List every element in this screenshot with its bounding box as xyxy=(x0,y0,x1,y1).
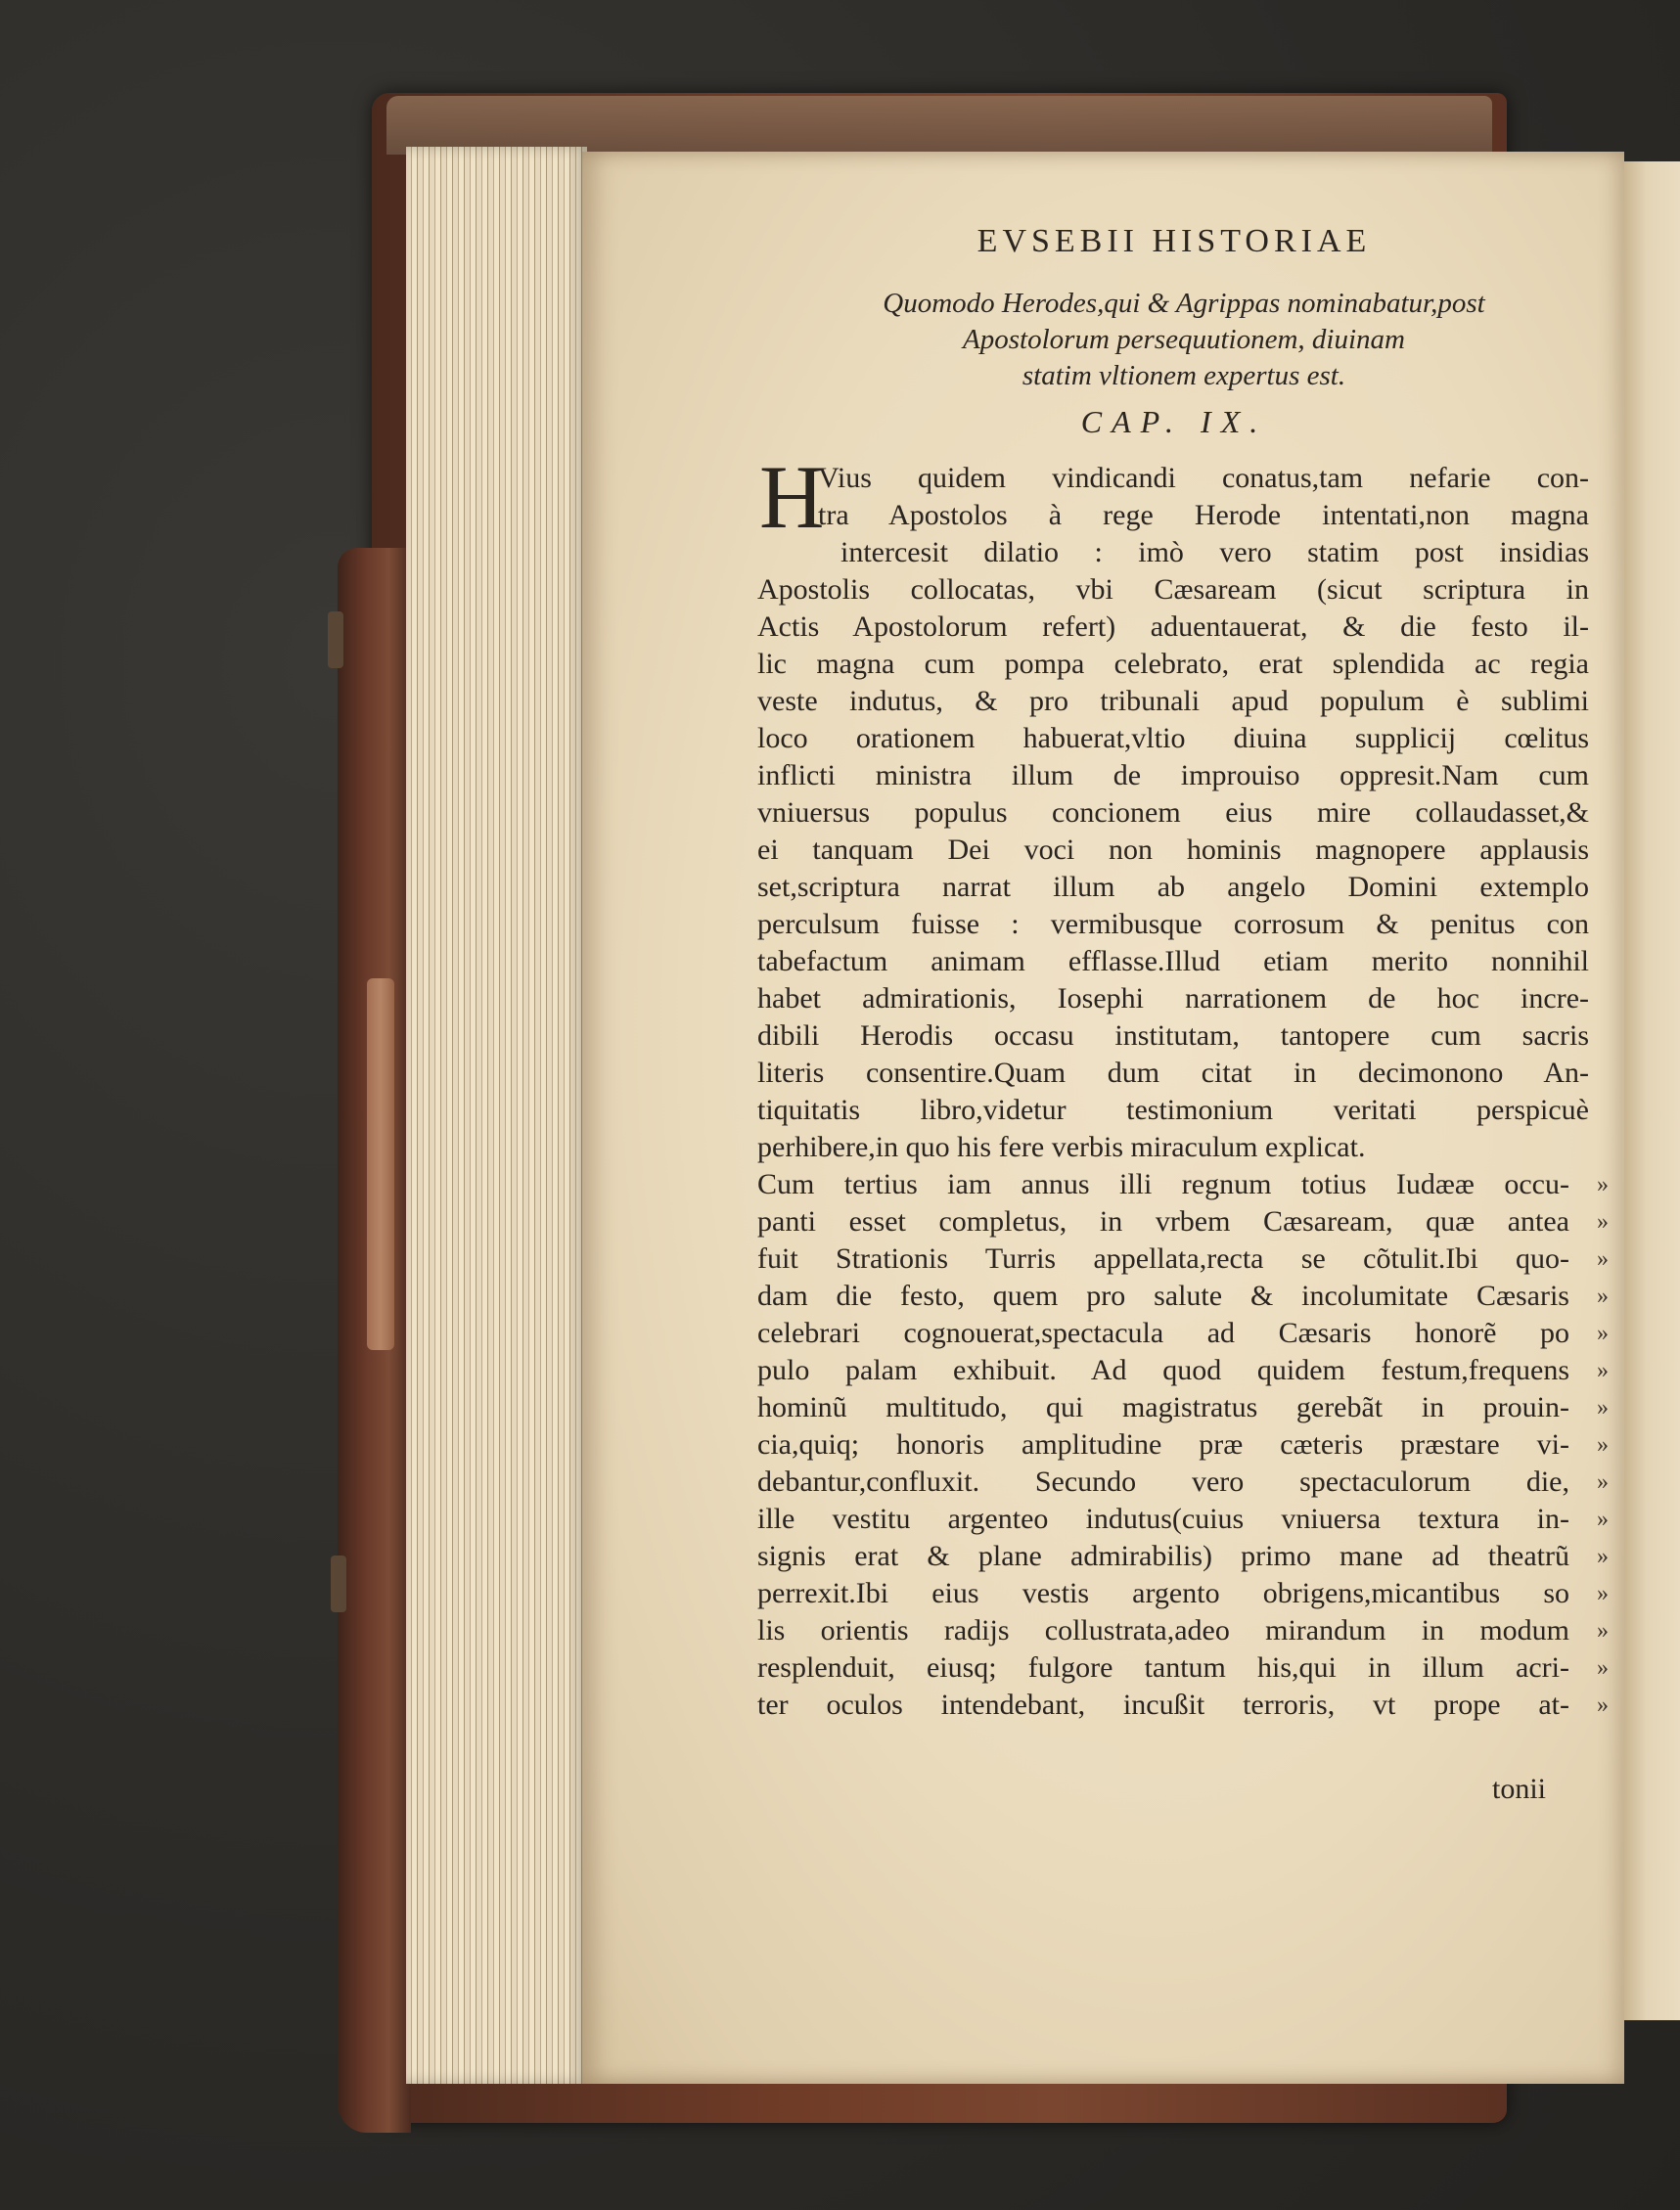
text-line: literis consentire.Quam dum citat in decimonono An- xyxy=(757,1057,1589,1089)
quotation-mark: » xyxy=(1597,1692,1609,1718)
binding-tie-mark xyxy=(331,1556,346,1612)
chapter-title xyxy=(773,286,1595,394)
quotation-mark: » xyxy=(1597,1246,1609,1272)
text-line: lis orientis radijs collustrata,adeo mirandum in modum xyxy=(757,1614,1569,1646)
spine-worn-patch xyxy=(367,978,394,1350)
text-line: loco orationem habuerat,vltio diuina supplicij cœlitus xyxy=(757,722,1589,754)
text-line: ei tanquam Dei voci non hominis magnopere applausis xyxy=(757,834,1589,866)
quotation-mark: » xyxy=(1597,1284,1609,1309)
text-line: inflicti ministra illum de improuiso oppresit.Nam cum xyxy=(757,759,1589,791)
binding-tie-mark xyxy=(328,611,343,668)
text-line: tra Apostolos à rege Herode intentati,non magna xyxy=(818,499,1589,531)
chapter-number: CAP. IX. xyxy=(1080,404,1268,439)
quotation-mark: » xyxy=(1597,1358,1609,1383)
facing-page-edge xyxy=(1624,161,1680,2020)
running-head: EVSEBII HISTORIAE xyxy=(976,223,1372,259)
text-line: habet admirationis, Iosephi narrationem de hoc incre- xyxy=(757,982,1589,1015)
text-line: tiquitatis libro,videtur testimonium veritati perspicuè xyxy=(757,1094,1589,1126)
text-line: hominũ multitudo, qui magistratus gerebãt in prouin- xyxy=(757,1391,1569,1423)
chapter-title-line: Apostolorum persequutionem, diuinam xyxy=(963,324,1405,355)
text-line: veste indutus, & pro tribunali apud populum è sublimi xyxy=(757,685,1589,717)
text-line: Actis Apostolorum refert) aduentauerat, & die festo il- xyxy=(757,610,1589,643)
chapter-title-line: statim vltionem expertus est. xyxy=(1022,360,1346,391)
catchword: tonii xyxy=(1492,1773,1547,1805)
text-line: perrexit.Ibi eius vestis argento obrigens,micantibus so xyxy=(757,1577,1569,1609)
text-line: cia,quiq; honoris amplitudine præ cæteris præstare vi- xyxy=(757,1428,1569,1461)
quotation-mark: » xyxy=(1597,1432,1609,1458)
chapter-title-line: Quomodo Herodes,qui & Agrippas nominabatur,post xyxy=(883,288,1485,319)
text-line: dam die festo, quem pro salute & incolumitate Cæsaris xyxy=(757,1280,1569,1312)
quotation-mark: » xyxy=(1597,1209,1609,1235)
text-line: ter oculos intendebant, incußit terroris, vt prope at- xyxy=(757,1689,1569,1721)
text-line: intercesit dilatio : imò vero statim post insidias xyxy=(840,536,1589,568)
page-block-edges xyxy=(406,147,587,2084)
drop-cap: H xyxy=(759,447,825,547)
text-line: debantur,confluxit. Secundo vero spectaculorum die, xyxy=(757,1466,1569,1498)
book-top-edge xyxy=(386,96,1492,155)
quotation-mark: » xyxy=(1597,1655,1609,1681)
text-line: fuit Strationis Turris appellata,recta se cõtulit.Ibi quo- xyxy=(757,1242,1569,1275)
text-line: perculsum fuisse : vermibusque corrosum & penitus con xyxy=(757,908,1589,940)
text-line: dibili Herodis occasu institutam, tantopere cum sacris xyxy=(757,1019,1589,1052)
text-line: panti esset completus, in vrbem Cæsaream, quæ antea xyxy=(757,1205,1569,1238)
text-line: lic magna cum pompa celebrato, erat splendida ac regia xyxy=(757,648,1589,680)
text-line: Cum tertius iam annus illi regnum totius Iudææ occu- xyxy=(757,1168,1569,1200)
text-line: set,scriptura narrat illum ab angelo Domini extemplo xyxy=(757,871,1589,903)
text-line: signis erat & plane admirabilis) primo mane ad theatrũ xyxy=(757,1540,1569,1572)
quotation-mark: » xyxy=(1597,1469,1609,1495)
text-line: resplenduit, eiusq; fulgore tantum his,qui in illum acri- xyxy=(757,1651,1569,1684)
quotation-mark: » xyxy=(1597,1507,1609,1532)
text-line: perhibere,in quo his fere verbis miraculum explicat. xyxy=(757,1131,1366,1163)
quotation-mark: » xyxy=(1597,1321,1609,1346)
quotation-mark: » xyxy=(1597,1618,1609,1644)
quotation-mark: » xyxy=(1597,1172,1609,1197)
text-line: celebrari cognouerat,spectacula ad Cæsaris honorẽ po xyxy=(757,1317,1569,1349)
text-line: Vius quidem vindicandi conatus,tam nefarie con- xyxy=(818,462,1589,494)
quotation-mark: » xyxy=(1597,1581,1609,1606)
text-line: pulo palam exhibuit. Ad quod quidem festum,frequens xyxy=(757,1354,1569,1386)
text-line: Apostolis collocatas, vbi Cæsaream (sicut scriptura in xyxy=(757,573,1589,606)
quotation-mark: » xyxy=(1597,1544,1609,1569)
quotation-mark: » xyxy=(1597,1395,1609,1421)
text-line: ille vestitu argenteo indutus(cuius vniuersa textura in- xyxy=(757,1503,1569,1535)
text-line: vniuersus populus concionem eius mire collaudasset,& xyxy=(757,796,1589,829)
text-line: tabefactum animam efflasse.Illud etiam merito nonnihil xyxy=(757,945,1589,977)
